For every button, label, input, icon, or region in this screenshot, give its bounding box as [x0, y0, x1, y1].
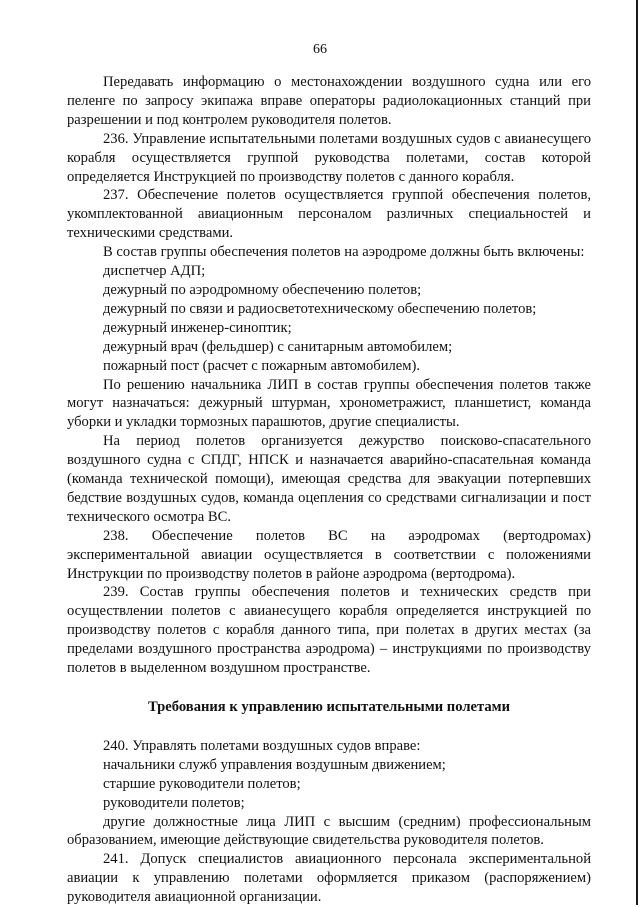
paragraph: руководители полетов;: [103, 794, 245, 811]
paragraph: По решению начальника ЛИП в состав группы обеспечения полетов также могут назначаться: дежурный штурман, хронометражист, планшетист, команда уборки и укладки тормозных парашютов, другие специалисты.: [67, 376, 591, 431]
paragraph: дежурный инженер-синоптик;: [103, 319, 292, 336]
paragraph: 240. Управлять полетами воздушных судов вправе:: [103, 737, 421, 754]
paragraph: 241. Допуск специалистов авиационного персонала экспериментальной авиации к управлению полетами оформляется приказом (распоряжением) руководителя авиационной организации.: [67, 851, 591, 906]
document-body: [67, 73, 591, 907]
paragraph: начальники служб управления воздушным движением;: [103, 756, 446, 773]
paragraph: диспетчер АДП;: [103, 263, 206, 280]
section-top: [67, 73, 591, 678]
paragraph: пожарный пост (расчет с пожарным автомобилем).: [103, 357, 421, 374]
paragraph: 239. Состав группы обеспечения полетов и технических средств при осуществлении полетов с авианесущего корабля определяется инструкцией по производству полетов с корабля данного типа, при полетах в других местах (за пределами воздушного пространства аэродрома) – инструкциями по производству полетов в выделенном воздушном пространстве.: [67, 584, 591, 677]
page-edge-line: [636, 0, 638, 905]
section-bottom: [67, 737, 591, 907]
paragraph: дежурный врач (фельдшер) с санитарным автомобилем;: [103, 338, 453, 355]
paragraph: дежурный по связи и радиосветотехническому обеспечению полетов;: [103, 300, 537, 317]
paragraph: 237. Обеспечение полетов осуществляется группой обеспечения полетов, укомплектованной авиационным персоналом различных специальностей и техническими средствами.: [67, 187, 591, 242]
paragraph: другие должностные лица ЛИП с высшим (средним) профессиональным образованием, имеющие действующие свидетельства руководителя полетов.: [67, 813, 591, 849]
paragraph: На период полетов организуется дежурство поисково-спасательного воздушного судна с СПДГ, НПСК и назначается аварийно-спасательная команда (команда технической помощи), имеющая средства для эвакуации потерпевших бедствие воздушных судов, команда оцепления со средствами сигнализации и пост технического осмотра ВС.: [67, 433, 591, 525]
paragraph: Передавать информацию о местонахождении воздушного судна или его пеленге по запросу экипажа вправе операторы радиолокационных станций при разрешении и под контролем руководителя полетов.: [67, 74, 591, 128]
paragraph: В состав группы обеспечения полетов на аэродроме должны быть включены:: [103, 244, 585, 261]
paragraph: старшие руководители полетов;: [103, 775, 301, 792]
section-heading: Требования к управлению испытательными полетами: [148, 699, 510, 715]
paragraph: 238. Обеспечение полетов ВС на аэродромах (вертодромах) экспериментальной авиации осуществляется в соответствии с положениями Инструкции по производству полетов в районе аэродрома (вертодрома).: [67, 527, 591, 582]
paragraph: 236. Управление испытательными полетами воздушных судов с авианесущего корабля осуществляется группой руководства полетами, состав которой определяется Инструкцией по производству полетов с данного корабля.: [67, 130, 591, 185]
page-number: 66: [313, 42, 327, 57]
paragraph: дежурный по аэродромному обеспечению полетов;: [103, 281, 422, 298]
